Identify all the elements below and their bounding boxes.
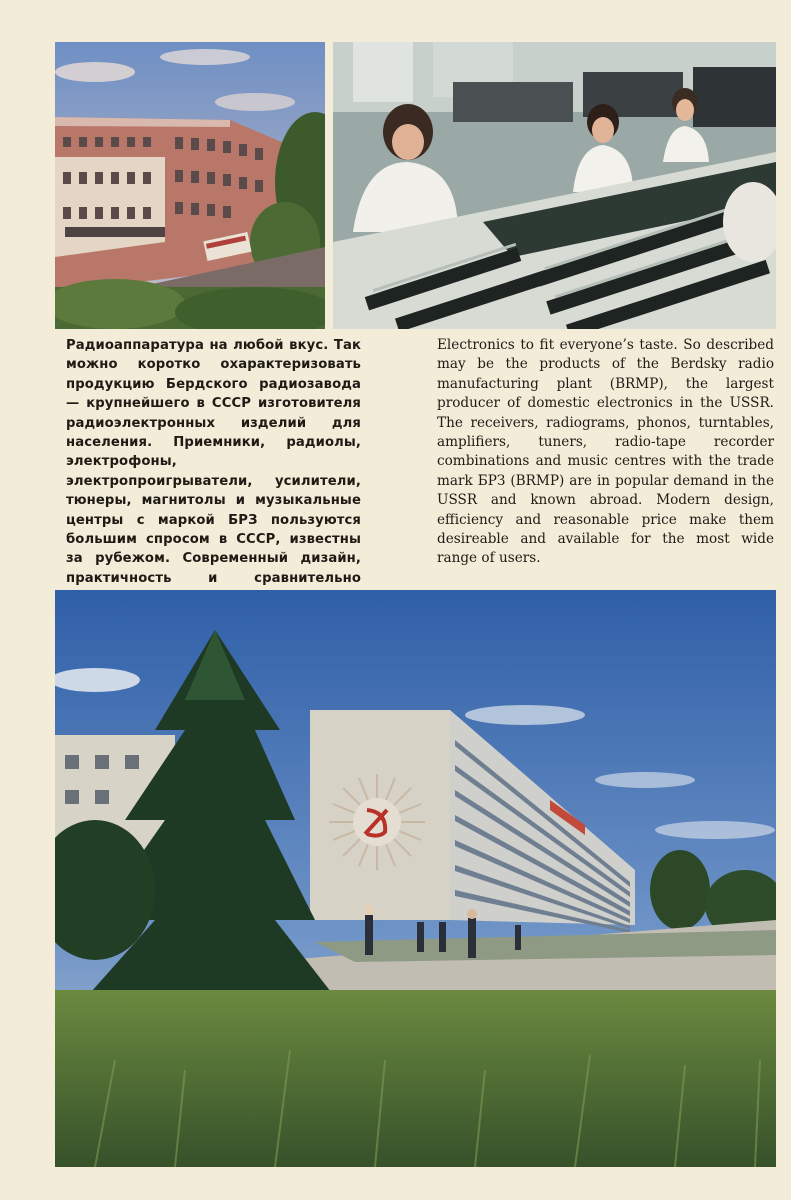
english-caption: Electronics to fit everyone’s taste. So described may be the products of the Berdsky radio manufacturing plant (BRMP), the largest producer of domestic electronics in the USSR. The receivers, radiograms, phonos, turntables, amplifiers, tuners, radio-tape recorder combinations and music centres with the trade mark БРЗ (BRMP) are in popular demand in the USSR and known abroad. Modern design, efficiency and reasonable price make them desireable and available for the most wide range of users. — [437, 337, 774, 567]
factory-photo — [55, 42, 325, 329]
russian-caption: Радиоаппаратура на любой вкус. Так можно коротко охарактеризовать продукцию Бердского радиозавода — крупнейшего в СССР изготовителя радиоэлектронных изделий для населения. Приемники, радиолы, электрофоны, электропроигрыватели, усилители, тюнеры, магнитолы и музыкальные центры с маркой БРЗ пользуются большим спросом в СССР, известны за рубежом. Современный дизайн, практичность и сравнительно — [66, 338, 361, 586]
workshop-photo — [333, 42, 776, 329]
city-street-photo — [55, 590, 776, 1167]
